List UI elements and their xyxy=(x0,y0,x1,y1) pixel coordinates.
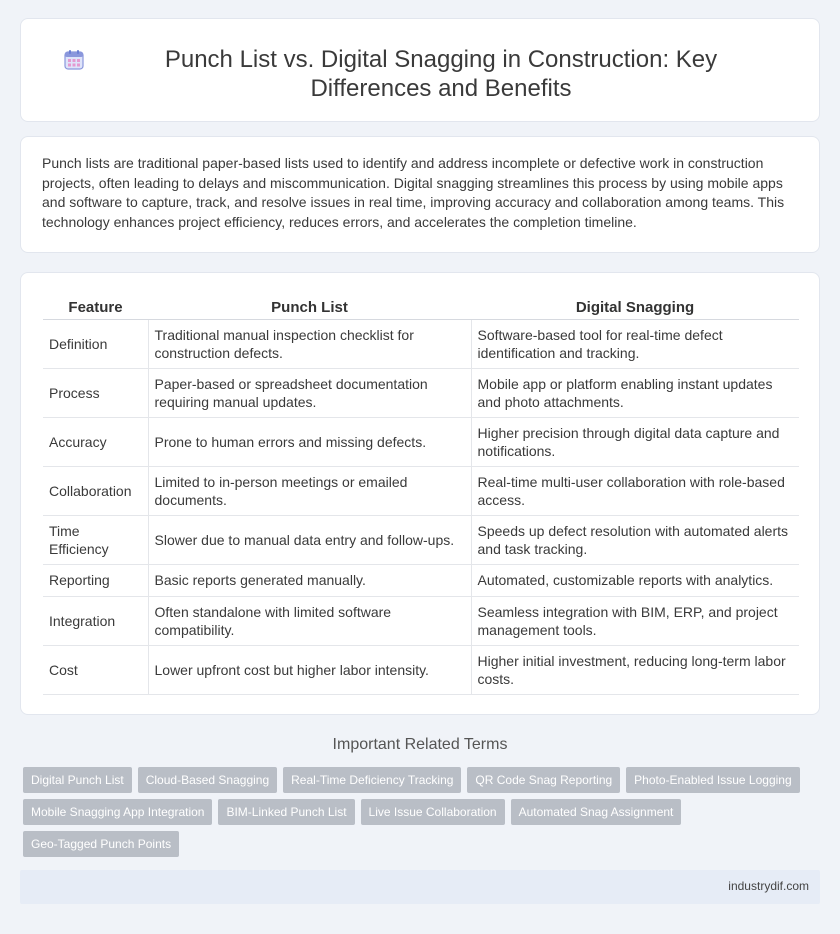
punch-list-cell: Prone to human errors and missing defects. xyxy=(148,417,471,466)
table-row xyxy=(43,645,799,694)
feature-cell: Definition xyxy=(43,319,148,368)
table-header-row xyxy=(43,297,799,319)
related-term-tag[interactable]: Photo-Enabled Issue Logging xyxy=(626,767,799,793)
title-card xyxy=(20,18,820,122)
intro-paragraph: Punch lists are traditional paper-based lists used to identify and address incomplete or defective work in construction projects, often leading to delays and miscommunication. Digital snagging streamlines this process by using mobile apps and software to capture, track, and resolve issues in real time, improving accuracy and collaboration among teams. This technology enhances project efficiency, reduces errors, and accelerates the completion timeline. xyxy=(42,155,785,230)
table-row xyxy=(43,515,799,564)
digital-snagging-cell: Higher initial investment, reducing long-term labor costs. xyxy=(471,645,799,694)
punch-list-cell: Limited to in-person meetings or emailed documents. xyxy=(148,466,471,515)
header-punch-list: Punch List xyxy=(148,297,471,319)
feature-cell: Time Efficiency xyxy=(43,515,148,564)
related-term-tag[interactable]: Live Issue Collaboration xyxy=(361,799,505,825)
table-row xyxy=(43,466,799,515)
related-term-tag[interactable]: Cloud-Based Snagging xyxy=(138,767,277,793)
feature-cell: Collaboration xyxy=(43,466,148,515)
feature-cell: Accuracy xyxy=(43,417,148,466)
feature-cell: Reporting xyxy=(43,564,148,596)
related-term-tag[interactable]: Real-Time Deficiency Tracking xyxy=(283,767,461,793)
header-digital-snagging: Digital Snagging xyxy=(471,297,799,319)
page-title: Punch List vs. Digital Snagging in Construction: Key Differences and Benefits xyxy=(164,46,718,102)
comparison-table-card xyxy=(20,272,820,715)
table-row xyxy=(43,417,799,466)
punch-list-cell: Lower upfront cost but higher labor intensity. xyxy=(148,645,471,694)
feature-cell: Process xyxy=(43,368,148,417)
digital-snagging-cell: Higher precision through digital data capture and notifications. xyxy=(471,417,799,466)
digital-snagging-cell: Mobile app or platform enabling instant updates and photo attachments. xyxy=(471,368,799,417)
related-term-tag[interactable]: Mobile Snagging App Integration xyxy=(23,799,212,825)
footer xyxy=(20,870,820,904)
digital-snagging-cell: Speeds up defect resolution with automated alerts and task tracking. xyxy=(471,515,799,564)
related-term-tag[interactable]: Automated Snag Assignment xyxy=(511,799,682,825)
punch-list-cell: Paper-based or spreadsheet documentation requiring manual updates. xyxy=(148,368,471,417)
digital-snagging-cell: Software-based tool for real-time defect identification and tracking. xyxy=(471,319,799,368)
table-row xyxy=(43,319,799,368)
punch-list-cell: Often standalone with limited software compatibility. xyxy=(148,596,471,645)
table-row xyxy=(43,368,799,417)
intro-card xyxy=(20,136,820,253)
comparison-table xyxy=(43,297,799,695)
digital-snagging-cell: Automated, customizable reports with analytics. xyxy=(471,564,799,596)
related-terms-list xyxy=(23,767,803,857)
related-terms-heading: Important Related Terms xyxy=(332,736,508,753)
feature-cell: Cost xyxy=(43,645,148,694)
punch-list-cell: Slower due to manual data entry and follow-ups. xyxy=(148,515,471,564)
related-term-tag[interactable]: Digital Punch List xyxy=(23,767,132,793)
digital-snagging-cell: Real-time multi-user collaboration with role-based access. xyxy=(471,466,799,515)
footer-site-link[interactable]: industrydif.com xyxy=(728,879,809,893)
table-row xyxy=(43,596,799,645)
feature-cell: Integration xyxy=(43,596,148,645)
punch-list-cell: Traditional manual inspection checklist for construction defects. xyxy=(148,319,471,368)
related-term-tag[interactable]: BIM-Linked Punch List xyxy=(218,799,354,825)
punch-list-cell: Basic reports generated manually. xyxy=(148,564,471,596)
header-feature: Feature xyxy=(43,297,148,319)
related-term-tag[interactable]: Geo-Tagged Punch Points xyxy=(23,831,179,857)
digital-snagging-cell: Seamless integration with BIM, ERP, and project management tools. xyxy=(471,596,799,645)
related-term-tag[interactable]: QR Code Snag Reporting xyxy=(467,767,620,793)
table-row xyxy=(43,564,799,596)
